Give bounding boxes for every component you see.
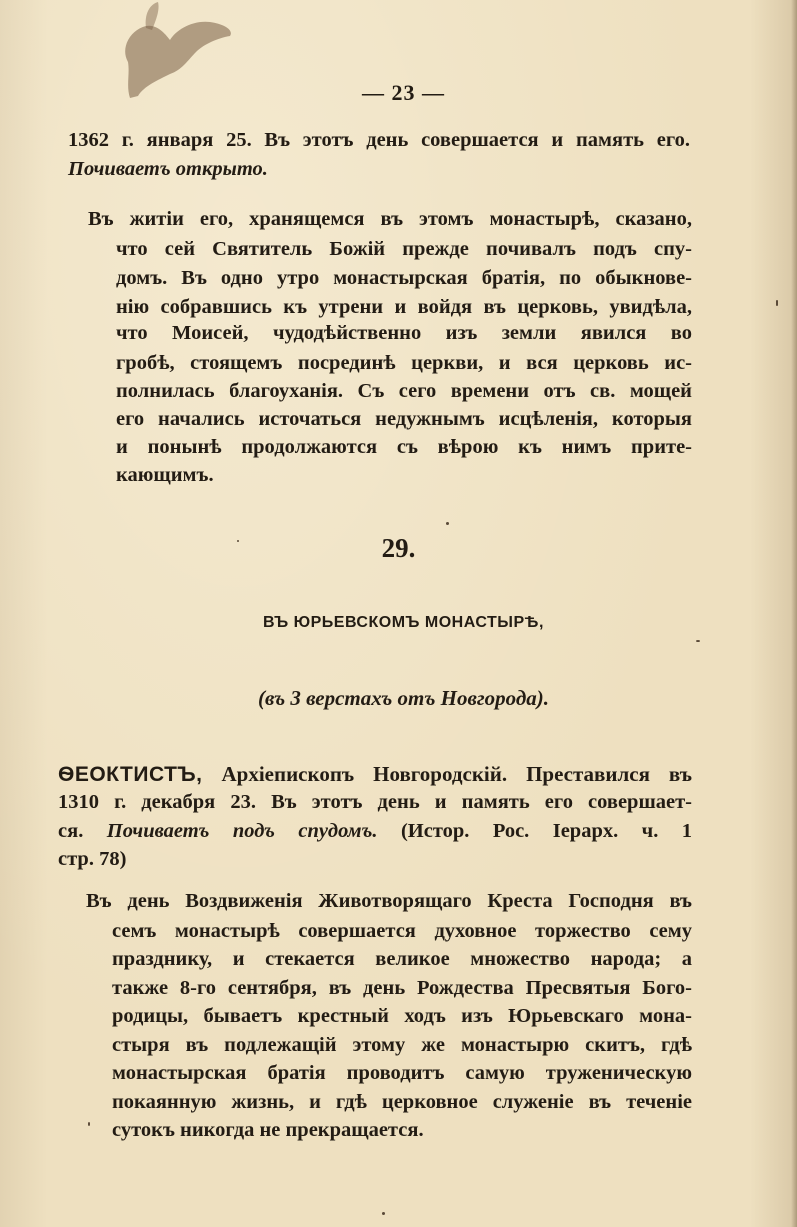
- paper-speck: [88, 1122, 90, 1126]
- section-title: ВЪ ЮРЬЕВСКОМЪ МОНАСТЫРѢ,: [263, 614, 544, 631]
- para1-line: нію собравшись къ утрени и войдя въ церковь, увидѣла,: [116, 296, 692, 318]
- entry2-line-2: 1310 г. декабря 23. Въ этотъ день и память его совершает-: [58, 791, 692, 813]
- entry2-line1-rest: Архіепископъ Новгородскій. Преставился въ: [221, 762, 692, 786]
- paper-speck: [696, 640, 700, 642]
- para1-line: его начались источаться недужнымъ исцѣленія, которыя: [116, 408, 692, 430]
- para2-line: празднику, и стекается великое множество народа; а: [112, 948, 692, 970]
- para1-line: гробѣ, стоящемъ посрединѣ церкви, и вся церковь ис-: [116, 352, 692, 374]
- para2-line: покаянную жизнь, и гдѣ церковное служеніе въ теченіе: [112, 1091, 692, 1113]
- para2-line: монастырская братія проводитъ самую труженическую: [112, 1062, 692, 1084]
- paper-speck: [776, 300, 778, 306]
- entry2-line-4: стр. 78): [58, 848, 127, 870]
- para2-line: стыря въ подлежащій этому же монастырю скитъ, гдѣ: [112, 1034, 692, 1056]
- section-subtitle: (въ 3 верстахъ отъ Новгорода).: [257, 686, 550, 710]
- para1-line: кающимъ.: [116, 464, 214, 486]
- entry-top-line-2: Почиваетъ открыто.: [68, 158, 268, 180]
- para1-line: домъ. Въ одно утро монастырская братія, по обыкнове-: [116, 267, 692, 289]
- para2-line: родицы, бываетъ крестный ходъ изъ Юрьевскаго мона-: [112, 1005, 692, 1027]
- para2-line: семъ монастырѣ совершается духовное торжество сему: [112, 920, 692, 942]
- entry-top-line-1: 1362 г. января 25. Въ этотъ день совершается и память его.: [68, 129, 690, 151]
- section-number: 29.: [381, 533, 416, 563]
- para2-line: Въ день Воздвиженія Животворящаго Креста Господня въ: [86, 890, 692, 912]
- entry2-line3-rest: (Истор. Рос. Іерарх. ч. 1: [400, 820, 693, 842]
- para2-line: также 8-го сентября, въ день Рождества Пресвятыя Бого-: [112, 977, 692, 999]
- para1-line: полнилась благоуханія. Съ сего времени отъ св. мощей: [116, 380, 692, 402]
- entry2-name: ѲЕОКТИСТЪ,: [58, 763, 203, 786]
- paper-speck: [446, 522, 449, 525]
- para1-line: Въ житіи его, хранящемся въ этомъ монастырѣ, сказано,: [88, 208, 692, 230]
- paper-speck: [382, 1212, 385, 1215]
- entry2-line3-start: ся.: [58, 820, 84, 842]
- para1-line: и понынѣ продолжаются съ вѣрою къ нимъ прите-: [116, 436, 692, 458]
- entry2-line-1: [58, 760, 692, 789]
- paper-speck: [237, 540, 239, 542]
- para2-line: сутокъ никогда не прекращается.: [112, 1119, 424, 1141]
- para1-line: что Моисей, чудодѣйственно изъ земли явился во: [116, 322, 692, 344]
- page-number: — 23 —: [362, 80, 445, 105]
- entry2-line-3: [58, 817, 692, 845]
- entry2-line3-italic: Почиваетъ подъ спудомъ.: [106, 820, 378, 842]
- para1-line: что сей Святитель Божій прежде почивалъ подъ спу-: [116, 238, 692, 260]
